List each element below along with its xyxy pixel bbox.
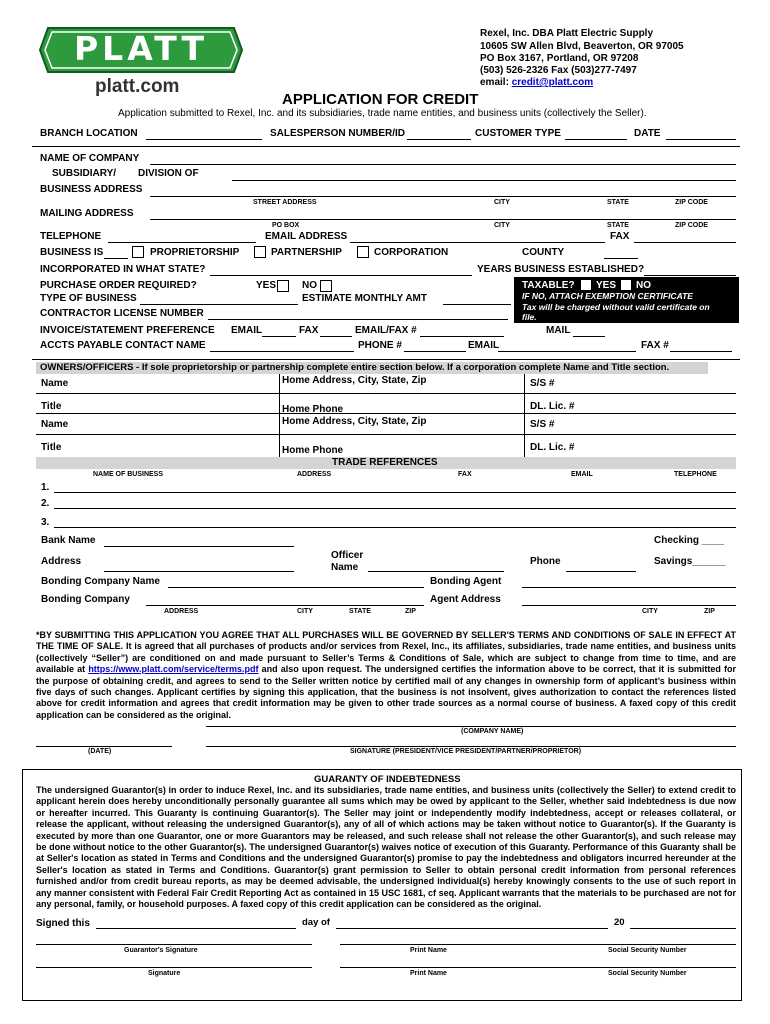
- terms-part-1: *BY SUBMITTING THIS APPLICATION YOU AGREE THAT ALL PURCHASES WILL BE GOVERNED BY SELLER'S TERMS AND CONDITIONS OF SALE IN EFFECT AT THE TIME OF SALE. It is agreed that all purchases of products and/or services from Rexel, Inc., its affiliates, subsidiaries, trade name entities, and business units (collectively “Seller”) are conditioned on and made pursuant to Seller’s Terms & Conditions of Sale, which are subject to change from time to time, and are available at: [36, 630, 736, 675]
- po-no-checkbox[interactable]: [320, 280, 332, 292]
- guarantor-signature-line[interactable]: [36, 944, 312, 945]
- signature-line-2[interactable]: [36, 967, 312, 968]
- corporation-label: CORPORATION: [374, 247, 449, 258]
- owner-2-phone-label: Home Phone: [282, 445, 344, 456]
- email-link[interactable]: credit@platt.com: [511, 77, 594, 88]
- zip-caption: ZIP CODE: [675, 199, 708, 206]
- contractor-license-label: CONTRACTOR LICENSE NUMBER: [40, 308, 204, 319]
- owner-1-ss-label: S/S #: [530, 378, 555, 389]
- print-name-caption-1: Print Name: [410, 947, 447, 954]
- incorporated-field[interactable]: [210, 275, 472, 276]
- trade-row-1-num: 1.: [41, 482, 50, 493]
- owner-2-ss-label: S/S #: [530, 419, 555, 430]
- salesperson-field[interactable]: [407, 139, 471, 140]
- taxable-label: TAXABLE?: [522, 280, 575, 291]
- owner-1-dl-label: DL. Lic. #: [530, 401, 575, 412]
- business-is-label: BUSINESS IS: [40, 247, 104, 258]
- taxable-yes-checkbox[interactable]: [580, 279, 592, 291]
- pref-mail-label: MAIL: [546, 325, 571, 336]
- bank-phone-label: Phone: [530, 556, 561, 567]
- bonding-company-name-label: Bonding Company Name: [41, 576, 160, 587]
- signature-line[interactable]: [206, 746, 736, 747]
- checking-label: Checking ____: [654, 535, 725, 546]
- branch-label: BRANCH LOCATION: [40, 128, 138, 139]
- print-name-caption-2: Print Name: [410, 970, 447, 977]
- customer-type-field[interactable]: [565, 139, 627, 140]
- trade-row-3-field[interactable]: [54, 527, 736, 528]
- guarantor-signature-caption: Guarantor's Signature: [124, 947, 198, 954]
- date-field[interactable]: [666, 139, 736, 140]
- county-label: COUNTY: [522, 247, 565, 258]
- division-field[interactable]: [232, 180, 736, 181]
- po-yes-checkbox[interactable]: [277, 280, 289, 292]
- pref-fax-field[interactable]: [320, 336, 352, 337]
- owners-top-rule: [32, 359, 740, 360]
- print-name-line-1[interactable]: [340, 944, 592, 945]
- terms-link[interactable]: https://www.platt.com/service/terms.pdf: [88, 664, 259, 675]
- terms-paragraph: [36, 630, 736, 721]
- taxable-note-2: Tax will be charged without valid certificate on: [522, 302, 710, 312]
- guaranty-heading: GUARANTY OF INDEBTEDNESS: [314, 774, 461, 785]
- owner-2-address-label: Home Address, City, State, Zip: [282, 416, 427, 427]
- owner-2-title-label: Title: [41, 442, 62, 453]
- company-name-sig-line[interactable]: [206, 726, 736, 727]
- agent-city-caption: CITY: [642, 608, 658, 615]
- type-of-business-field[interactable]: [140, 304, 298, 305]
- taxable-no-label: NO: [636, 280, 651, 291]
- bonding-company-label: Bonding Company: [41, 594, 130, 605]
- savings-label: Savings______: [654, 556, 726, 567]
- mailing-address-label: MAILING ADDRESS: [40, 208, 134, 219]
- trade-row-2-field[interactable]: [54, 508, 736, 509]
- trade-heading: TRADE REFERENCES: [332, 457, 438, 468]
- page-title: APPLICATION FOR CREDIT: [282, 91, 479, 108]
- pref-mail-field[interactable]: [573, 336, 605, 337]
- accts-payable-label: ACCTS PAYABLE CONTACT NAME: [40, 340, 206, 351]
- branch-field[interactable]: [146, 139, 262, 140]
- bonding-state-caption: STATE: [349, 608, 371, 615]
- proprietorship-label: PROPRIETORSHIP: [150, 247, 240, 258]
- terms-part-2: and also upon request. The undersigned certifies the information above to be correct, that it is submitted for the purpose of obtaining credit, and agrees to send to the Seller written notice by certified mail of any changes in ownership form of applicant’s business within five days of such changes. Applicant certifies by signing this application, that the business is not insolvent, gives authorization to contact the references listed above for credit information and agrees that credit information may be given to other trade sources as a normal course of business. A faxed copy of this credit application can be considered as the original.: [36, 664, 737, 720]
- street-address-caption: STREET ADDRESS: [253, 199, 317, 206]
- ssn-caption-2: Social Security Number: [608, 970, 687, 977]
- phone-no-field[interactable]: [404, 351, 466, 352]
- business-is-line: [104, 258, 128, 259]
- years-established-label: YEARS BUSINESS ESTABLISHED?: [477, 264, 645, 275]
- partnership-label: PARTNERSHIP: [271, 247, 342, 258]
- logo-brand: PLATT: [74, 29, 208, 68]
- bank-phone-field[interactable]: [566, 571, 636, 572]
- owner-1-rule-a: [36, 393, 736, 394]
- state-caption-2: STATE: [607, 222, 629, 229]
- guaranty-text: The undersigned Guarantor(s) in order to induce Rexel, Inc. and its subsidiaries, trade name entities, and business units (collectively the Seller) to extend credit to applicant herein does hereby unconditionally personally guarantee all sums which may be owed by applicant to the Seller, whether said indebtedness is due now or hereafter incurred. This Guaranty is continuing Guarantor(s). The Seller may joint or independently modify indebtedness, accept or releases collateral, or release the applicant, without releasing the undersigned Guarantor(s), any of all of which actions may be taken without notice to Guarantor(s). If the Guaranty is executed by more than one Guarantor, one or more Guarantors may be released, and such release shall not release the other Guarantor(s), and such release may be done without notice to the other Guarantor(s). The undersigned Guarantor(s) waives notice of execution of this Guaranty. Performance of this Guaranty shall be at Seller's location as stated in Terms and Conditions and the undersigned Guarantor(s) promise to pay the indebtedness and obligators incurred hereunder at the Seller's location as stated in Terms and Conditions. Guarantor(s) grant permission to Seller to obtain personal credit information from personal references furnished and/or from credit bureau reports, as may be deemed advisable, the undersigned individual(s) hereby knowingly consents to the use of such report in any manner consistent with Federal Fair Credit Reporting Act as contained in 15 USC 1681, cf seq. Applicant warrants that the materials to be purchased are not for any personal, family, or household purposes. A faxed copy of this credit application can be considered as the original.: [36, 785, 736, 910]
- bonding-address-caption: ADDRESS: [164, 608, 199, 615]
- email-line-label: EMAIL: [468, 340, 500, 351]
- subsidiary-label: SUBSIDIARY/: [52, 168, 117, 179]
- day-of-label: day of: [302, 917, 330, 928]
- company-email-row: [480, 77, 593, 88]
- bank-address-label: Address: [41, 556, 82, 567]
- trade-fax-caption: FAX: [458, 471, 472, 478]
- company-line-3: PO Box 3167, Portland, OR 97208: [480, 53, 639, 64]
- salesperson-label: SALESPERSON NUMBER/ID: [270, 128, 406, 139]
- city-caption-2: CITY: [494, 222, 510, 229]
- pref-fax-label: FAX: [299, 325, 319, 336]
- ssn-line-1[interactable]: [592, 944, 736, 945]
- taxable-yes-label: YES: [596, 280, 617, 291]
- state-caption: STATE: [607, 199, 629, 206]
- owners-col-divider-1: [279, 374, 280, 458]
- email-address-field[interactable]: [350, 242, 605, 243]
- owner-2-rule-a: [36, 434, 736, 435]
- agent-zip-caption: ZIP: [704, 608, 715, 615]
- owner-1-name-label: Name: [41, 378, 69, 389]
- zip-caption-2: ZIP CODE: [675, 222, 708, 229]
- telephone-field[interactable]: [108, 242, 256, 243]
- company-name-field[interactable]: [150, 164, 736, 165]
- pref-email-fax-label: EMAIL/FAX #: [355, 325, 417, 336]
- business-address-field[interactable]: [150, 196, 736, 197]
- agent-address-field[interactable]: [522, 605, 736, 606]
- fax-no-field[interactable]: [670, 351, 732, 352]
- agent-address-label: Agent Address: [430, 594, 501, 605]
- fax-label: FAX: [610, 231, 630, 242]
- incorporated-label: INCORPORATED IN WHAT STATE?: [40, 264, 206, 275]
- officer-name-field[interactable]: [368, 571, 504, 572]
- bonding-company-name-field[interactable]: [168, 587, 424, 588]
- trade-row-2-num: 2.: [41, 498, 50, 509]
- estimate-monthly-label: ESTIMATE MONTHLY AMT: [302, 293, 427, 304]
- po-box-caption: PO BOX: [272, 222, 300, 229]
- owner-1-title-label: Title: [41, 401, 62, 412]
- estimate-monthly-field[interactable]: [443, 304, 511, 305]
- company-line-2: 10605 SW Allen Blvd, Beaverton, OR 97005: [480, 41, 684, 52]
- owner-2-name-label: Name: [41, 419, 69, 430]
- division-label: DIVISION OF: [138, 168, 199, 179]
- pref-email-field[interactable]: [262, 336, 296, 337]
- signed-this-label: Signed this: [36, 918, 90, 929]
- years-established-field[interactable]: [644, 275, 736, 276]
- bonding-city-caption: CITY: [297, 608, 313, 615]
- taxable-note-1: IF NO, ATTACH EXEMPTION CERTIFICATE: [522, 291, 693, 301]
- date-caption: (DATE): [88, 748, 112, 755]
- invoice-pref-label: INVOICE/STATEMENT PREFERENCE: [40, 325, 215, 336]
- ssn-line-2[interactable]: [592, 967, 736, 968]
- email-address-label: EMAIL ADDRESS: [265, 231, 348, 242]
- signature-caption-2: Signature: [148, 970, 181, 977]
- type-of-business-label: TYPE OF BUSINESS: [40, 293, 137, 304]
- header-divider: [32, 146, 740, 147]
- year-label: 20: [614, 917, 625, 928]
- signed-this-field[interactable]: [96, 928, 296, 929]
- po-no-label: NO: [302, 280, 317, 291]
- corporation-checkbox[interactable]: [357, 246, 369, 258]
- city-caption: CITY: [494, 199, 510, 206]
- contractor-license-field[interactable]: [208, 319, 508, 320]
- bank-name-label: Bank Name: [41, 535, 96, 546]
- taxable-no-checkbox[interactable]: [620, 279, 632, 291]
- fax-field[interactable]: [634, 242, 736, 243]
- company-name-caption: (COMPANY NAME): [461, 728, 524, 735]
- telephone-label: TELEPHONE: [40, 231, 102, 242]
- pref-email-fax-field[interactable]: [420, 336, 504, 337]
- bank-name-field[interactable]: [104, 546, 294, 547]
- bonding-agent-label: Bonding Agent: [430, 576, 502, 587]
- officer-label: Officer: [331, 550, 364, 561]
- trade-address-caption: ADDRESS: [297, 471, 332, 478]
- signature-caption: SIGNATURE (PRESIDENT/VICE PRESIDENT/PARTNER/PROPRIETOR): [350, 748, 582, 755]
- bank-address-field[interactable]: [104, 571, 294, 572]
- email-label: email:: [480, 77, 509, 88]
- trade-email-caption: EMAIL: [571, 471, 593, 478]
- phone-no-label: PHONE #: [358, 340, 402, 351]
- owner-1-address-label: Home Address, City, State, Zip: [282, 375, 427, 386]
- year-field[interactable]: [630, 928, 736, 929]
- date-sig-line[interactable]: [36, 746, 172, 747]
- business-address-label: BUSINESS ADDRESS: [40, 184, 143, 195]
- customer-type-label: CUSTOMER TYPE: [475, 128, 561, 139]
- taxable-note-3: file.: [522, 312, 537, 322]
- pref-email-label: EMAIL: [231, 325, 263, 336]
- proprietorship-checkbox[interactable]: [132, 246, 144, 258]
- email-line-field[interactable]: [498, 351, 636, 352]
- owners-col-divider-2: [524, 374, 525, 458]
- bonding-agent-field[interactable]: [522, 587, 736, 588]
- officer-name-label: Name: [331, 562, 359, 573]
- po-yes-label: YES: [256, 280, 277, 291]
- print-name-line-2[interactable]: [340, 967, 592, 968]
- partnership-checkbox[interactable]: [254, 246, 266, 258]
- trade-name-caption: NAME OF BUSINESS: [93, 471, 164, 478]
- trade-row-3-num: 3.: [41, 517, 50, 528]
- owner-1-phone-label: Home Phone: [282, 404, 344, 415]
- accts-payable-field[interactable]: [210, 351, 354, 352]
- bonding-company-field[interactable]: [146, 605, 424, 606]
- page-subtitle: Application submitted to Rexel, Inc. and its subsidiaries, trade name entities, and business units (collectively the Seller).: [118, 108, 647, 119]
- po-required-label: PURCHASE ORDER REQUIRED?: [40, 280, 197, 291]
- day-of-field[interactable]: [336, 928, 608, 929]
- trade-telephone-caption: TELEPHONE: [674, 471, 717, 478]
- trade-row-1-field[interactable]: [54, 492, 736, 493]
- owner-2-dl-label: DL. Lic. #: [530, 442, 575, 453]
- ssn-caption-1: Social Security Number: [608, 947, 687, 954]
- company-name-label: NAME OF COMPANY: [40, 153, 140, 164]
- county-field[interactable]: [604, 258, 638, 259]
- logo-site: platt.com: [95, 76, 180, 97]
- date-label: DATE: [634, 128, 661, 139]
- company-line-4: (503) 526-2326 Fax (503)277-7497: [480, 65, 637, 76]
- owners-heading: OWNERS/OFFICERS - If sole proprietorship or partnership complete entire section below. If a corporation complete Name and Title section.: [40, 362, 670, 373]
- mailing-address-field[interactable]: [150, 219, 736, 220]
- company-line-1: Rexel, Inc. DBA Platt Electric Supply: [480, 28, 654, 39]
- fax-no-label: FAX #: [641, 340, 669, 351]
- owner-1-rule-b: [36, 413, 736, 414]
- bonding-zip-caption: ZIP: [405, 608, 416, 615]
